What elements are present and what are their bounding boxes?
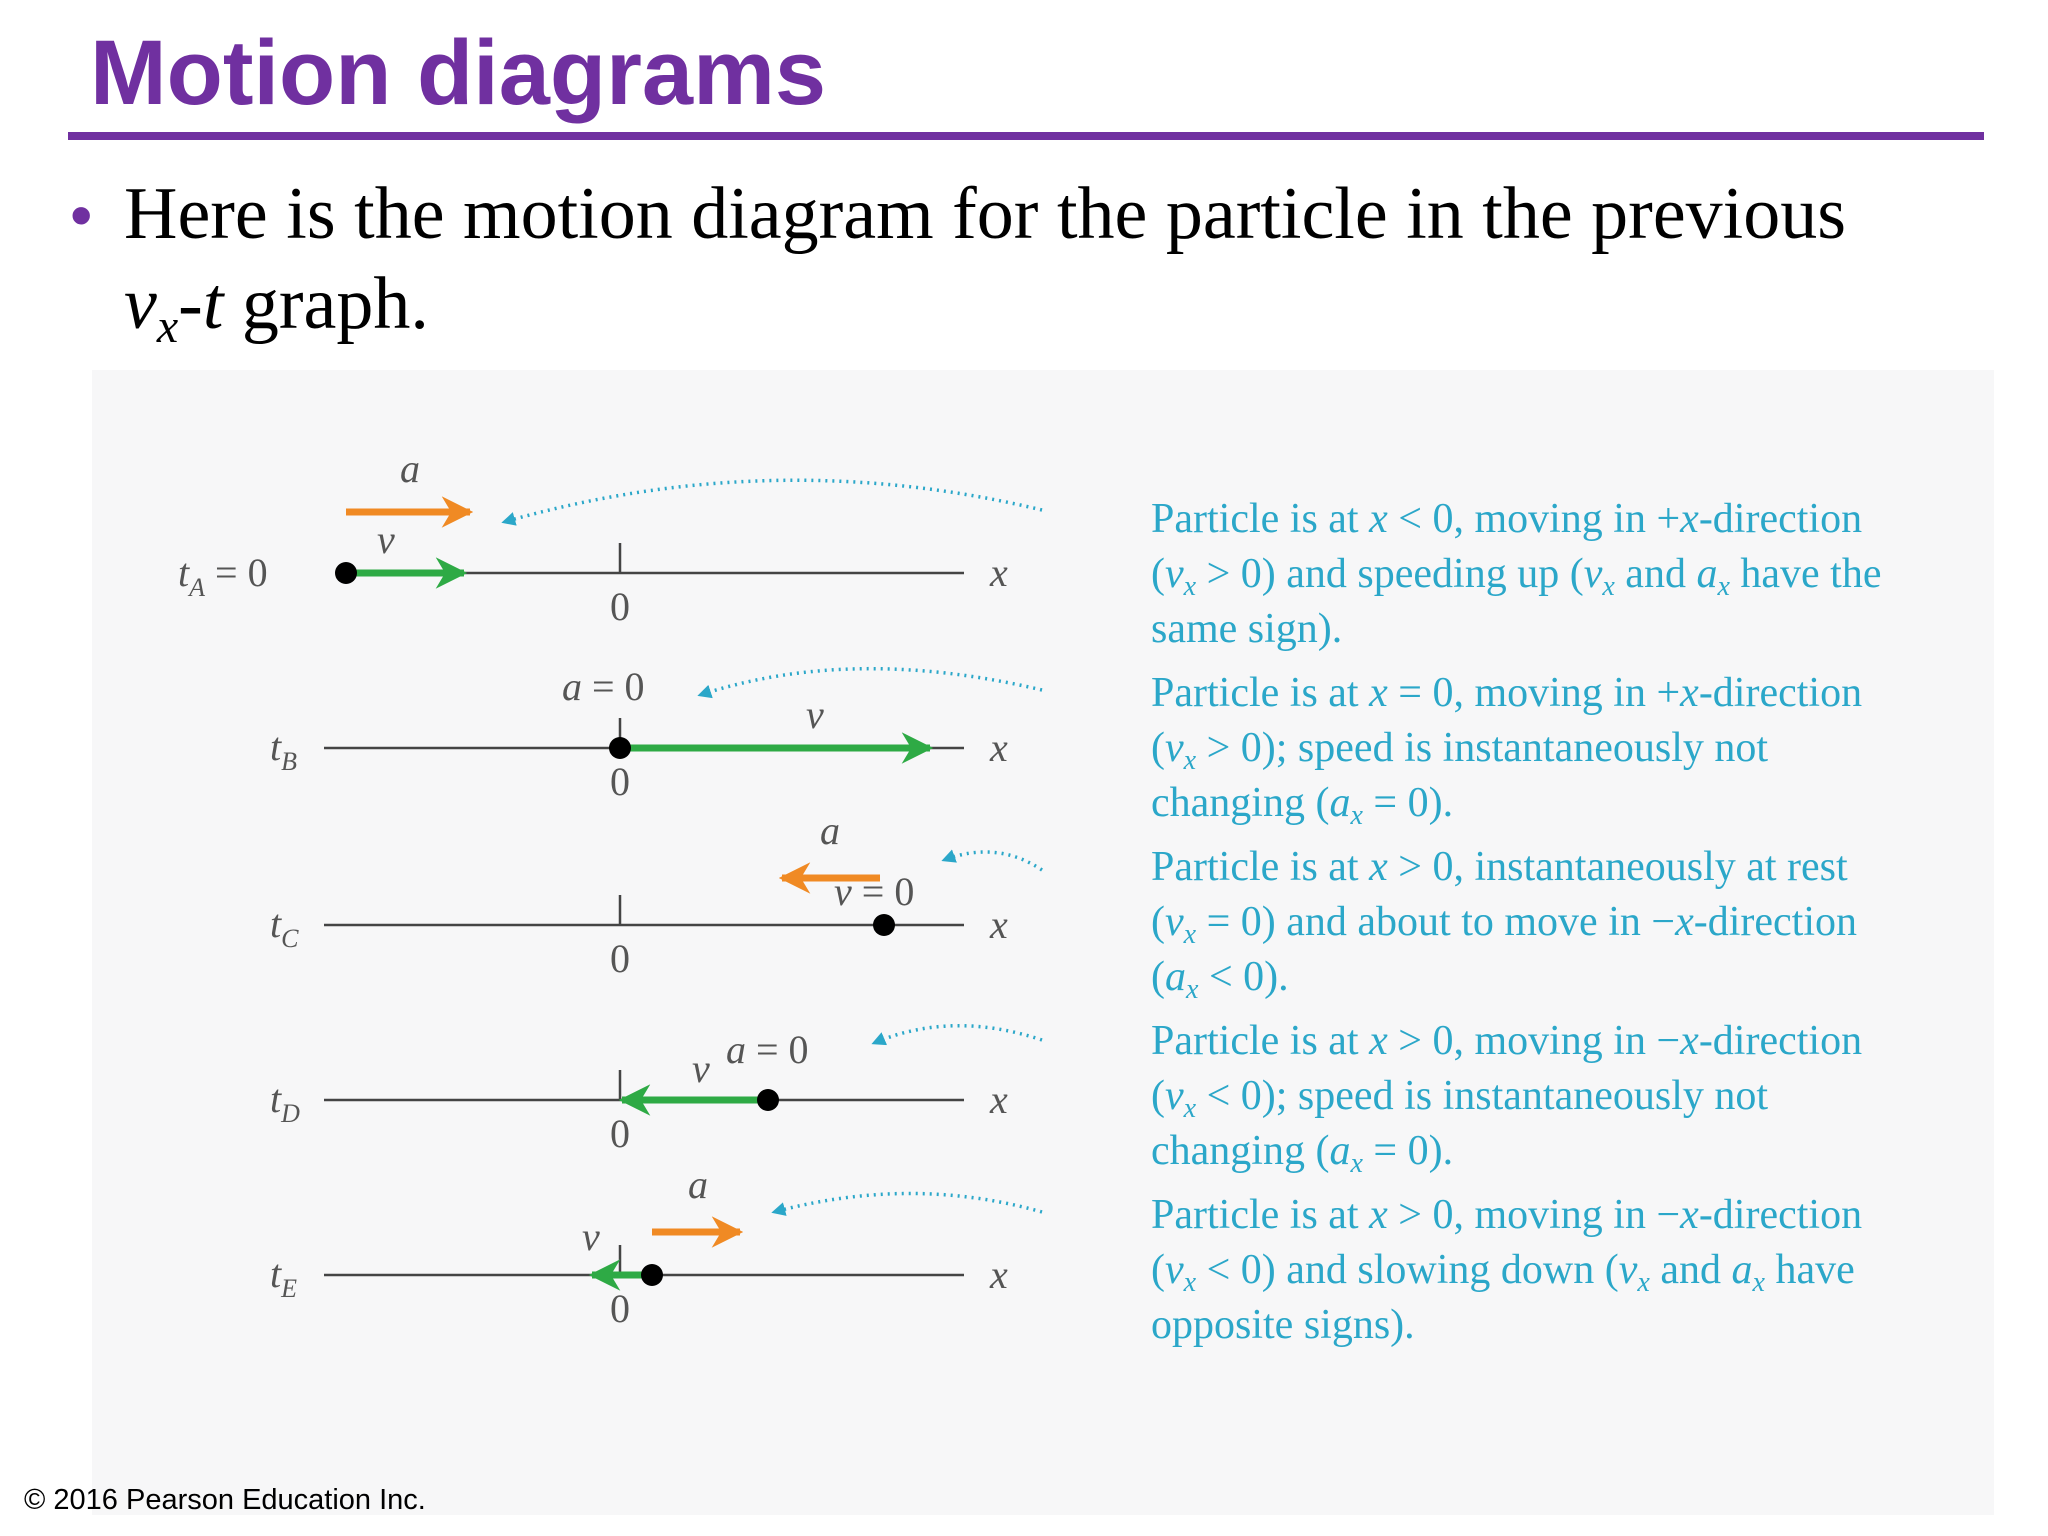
- acceleration-label-d: a = 0: [726, 1027, 809, 1072]
- time-label-e: $t_E$: [270, 1251, 298, 1303]
- time-label-a: $t_A = 0$: [178, 550, 268, 602]
- vx-symbol: v: [124, 263, 157, 345]
- axis-label-d: x: [990, 1077, 1008, 1122]
- particle-dot-a: [335, 562, 357, 584]
- acceleration-label-b: a = 0: [562, 664, 645, 709]
- leader-line-b: [700, 669, 1042, 695]
- bullet-text-line-2: [124, 262, 429, 353]
- axis-label-c: x: [990, 902, 1008, 947]
- caption-e: [1151, 1188, 1862, 1353]
- caption-c-line-2: $(v_x = 0)$ and about to move in −x-direction: [1151, 899, 1857, 950]
- row-d: [270, 1026, 1042, 1156]
- caption-a-line-2: $(v_x > 0)$ and speeding up ($v_x$ and $a_x$ have the: [1151, 551, 1882, 602]
- leader-line-c: [944, 852, 1042, 870]
- dash: -: [178, 263, 203, 345]
- velocity-label-d: v: [692, 1046, 710, 1091]
- velocity-label-e: v: [582, 1214, 600, 1259]
- row-b: [270, 664, 1042, 804]
- t-symbol: t: [202, 263, 224, 345]
- caption-b-line-2: $(v_x > 0)$; speed is instantaneously not: [1151, 725, 1769, 776]
- slide-title: Motion diagrams: [90, 22, 827, 124]
- velocity-label-b: v: [806, 692, 824, 737]
- particle-dot-b: [609, 737, 631, 759]
- caption-a-line-1: Particle is at x < 0, moving in +x-direction: [1151, 496, 1863, 542]
- row-c: [270, 808, 1042, 981]
- bullet-marker: •: [70, 179, 93, 251]
- acceleration-label-e: a: [688, 1162, 708, 1207]
- graph-word: graph.: [223, 263, 429, 345]
- caption-b-line-3: changing $(a_x = 0)$.: [1151, 780, 1454, 831]
- row-a: [178, 446, 1042, 629]
- bullet-text-line-1: Here is the motion diagram for the particle in the previous: [124, 173, 1847, 255]
- velocity-label-c: v = 0: [834, 869, 915, 914]
- vx-subscript: x: [156, 300, 179, 353]
- origin-label-d: 0: [610, 1111, 630, 1156]
- time-label-c: $t_C$: [270, 901, 299, 953]
- caption-d-line-2: $(v_x < 0)$; speed is instantaneously not: [1151, 1073, 1769, 1124]
- caption-a-line-3: same sign).: [1151, 606, 1343, 652]
- copyright-notice: © 2016 Pearson Education Inc.: [24, 1484, 426, 1516]
- velocity-label-a: v: [377, 517, 395, 562]
- caption-c-line-3: $(a_x < 0)$.: [1151, 954, 1289, 1005]
- caption-a: [1151, 492, 1881, 657]
- caption-e-line-3: opposite signs).: [1151, 1302, 1415, 1348]
- caption-d-line-3: changing $(a_x = 0)$.: [1151, 1128, 1454, 1179]
- title-underline: [68, 132, 1984, 140]
- motion-diagram-figure: [92, 370, 1994, 1515]
- caption-b-line-1: Particle is at x = 0, moving in +x-direction: [1151, 670, 1863, 716]
- caption-e-line-2: $(v_x < 0)$ and slowing down ($v_x$ and $a_x$ have: [1151, 1247, 1855, 1298]
- acceleration-label-a: a: [400, 446, 420, 491]
- caption-b: [1151, 666, 1862, 831]
- leader-line-a: [504, 480, 1042, 522]
- axis-label-e: x: [990, 1252, 1008, 1297]
- origin-label-c: 0: [610, 936, 630, 981]
- caption-c: [1151, 840, 1857, 1005]
- origin-label-b: 0: [610, 759, 630, 804]
- caption-d-line-1: Particle is at x > 0, moving in −x-direction: [1151, 1018, 1863, 1064]
- particle-dot-c: [873, 914, 895, 936]
- time-label-d: $t_D$: [270, 1076, 300, 1128]
- particle-dot-d: [757, 1089, 779, 1111]
- leader-line-d: [874, 1026, 1042, 1043]
- origin-label-a: 0: [610, 584, 630, 629]
- origin-label-e: 0: [610, 1286, 630, 1331]
- caption-c-line-1: Particle is at x > 0, instantaneously at rest: [1151, 844, 1848, 890]
- caption-e-line-1: Particle is at x > 0, moving in −x-direction: [1151, 1192, 1863, 1238]
- time-label-b: $t_B$: [270, 724, 298, 776]
- caption-d: [1151, 1014, 1862, 1179]
- axis-label-b: x: [990, 725, 1008, 770]
- particle-dot-e: [641, 1264, 663, 1286]
- axis-label-a: x: [990, 550, 1008, 595]
- leader-line-e: [774, 1194, 1042, 1213]
- row-e: [270, 1162, 1042, 1331]
- acceleration-label-c: a: [820, 808, 840, 853]
